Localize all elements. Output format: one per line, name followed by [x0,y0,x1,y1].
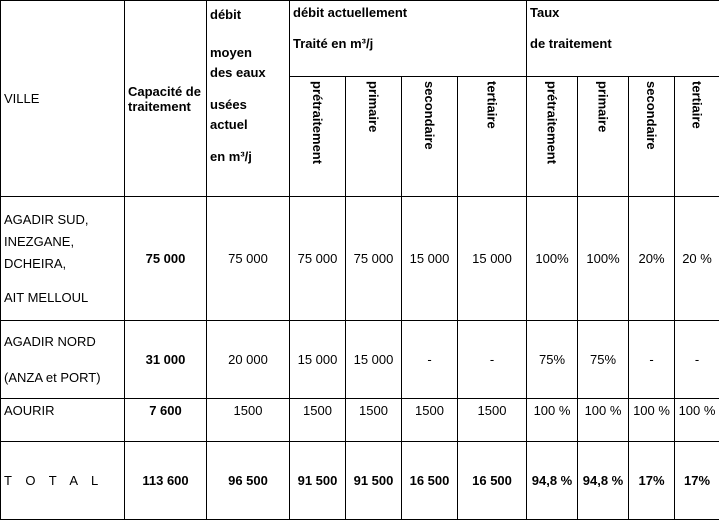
row-taux-tertiaire: 20 % [675,197,719,321]
header-capacite [125,1,207,197]
header-debit-traite-line1: débit actuellement [293,5,408,20]
row-traite-primaire: 15 000 [346,321,402,399]
row-traite-primaire: 75 000 [346,197,402,321]
table-row [1,399,719,442]
subheader-traite-primaire: primaire [346,77,402,197]
total-capacite: 113 600 [125,442,207,520]
total-taux-tertiaire: 17% [675,442,719,520]
row-taux-pretraitement: 75% [527,321,578,399]
subheader-taux-secondaire: secondaire [629,77,675,197]
header-debit-moyen-line4: usées [210,97,247,112]
subheader-taux-pretraitement: prétraitement [527,77,578,197]
row-taux-primaire: 100% [578,197,629,321]
header-debit-moyen-line6: en m³/j [210,149,252,164]
row-taux-secondaire: - [629,321,675,399]
row-taux-primaire: 100 % [578,399,629,442]
row-taux-secondaire: 100 % [629,399,675,442]
total-traite-pretraitement: 91 500 [290,442,346,520]
subheader-taux-tertiaire: tertiaire [675,77,719,197]
table-row [1,321,719,399]
header-debit-moyen-line1: débit [210,7,242,22]
row-traite-tertiaire: - [458,321,527,399]
row-traite-primaire: 1500 [346,399,402,442]
subheader-traite-tertiaire: tertiaire [458,77,527,197]
row-debit-moyen: 20 000 [207,321,290,399]
row-taux-tertiaire: 100 % [675,399,719,442]
row-taux-primaire: 75% [578,321,629,399]
row-ville: AGADIR NORD (ANZA et PORT) [1,321,125,399]
total-debit-moyen: 96 500 [207,442,290,520]
total-traite-tertiaire: 16 500 [458,442,527,520]
header-debit-moyen-line3: des eaux [210,65,266,80]
row-debit-moyen: 1500 [207,399,290,442]
row-taux-secondaire: 20% [629,197,675,321]
total-traite-primaire: 91 500 [346,442,402,520]
header-debit-moyen-line5: actuel [210,117,248,132]
total-label: T O T A L [1,442,125,520]
header-debit-moyen [207,1,290,197]
row-traite-pretraitement: 15 000 [290,321,346,399]
header-taux-line1: Taux [530,5,560,20]
row-traite-pretraitement: 75 000 [290,197,346,321]
row-capacite: 31 000 [125,321,207,399]
total-taux-primaire: 94,8 % [578,442,629,520]
total-taux-pretraitement: 94,8 % [527,442,578,520]
row-capacite: 75 000 [125,197,207,321]
header-taux-line2: de traitement [530,36,612,51]
total-traite-secondaire: 16 500 [402,442,458,520]
row-taux-tertiaire: - [675,321,719,399]
row-traite-tertiaire: 15 000 [458,197,527,321]
table-row [1,197,719,321]
header-ville-label: VILLE [4,91,40,106]
total-row [1,442,719,520]
header-debit-traite-line2: Traité en m³/j [293,36,374,51]
subheader-traite-pretraitement: prétraitement [290,77,346,197]
row-traite-pretraitement: 1500 [290,399,346,442]
header-debit-moyen-line2: moyen [210,45,252,60]
header-taux [527,1,719,77]
header-capacite-line2: traitement [128,98,191,114]
subheader-taux-primaire: primaire [578,77,629,197]
row-taux-pretraitement: 100% [527,197,578,321]
row-debit-moyen: 75 000 [207,197,290,321]
header-capacite-line1: Capacité de [128,83,201,99]
row-traite-secondaire: - [402,321,458,399]
row-capacite: 7 600 [125,399,207,442]
row-traite-secondaire: 1500 [402,399,458,442]
header-ville [1,1,125,197]
row-traite-tertiaire: 1500 [458,399,527,442]
subheader-traite-secondaire: secondaire [402,77,458,197]
total-taux-secondaire: 17% [629,442,675,520]
row-ville: AOURIR [1,399,125,442]
header-debit-traite [290,1,527,77]
row-traite-secondaire: 15 000 [402,197,458,321]
row-ville: AGADIR SUD, INEZGANE, DCHEIRA, AIT MELLOUL [1,197,125,321]
row-taux-pretraitement: 100 % [527,399,578,442]
